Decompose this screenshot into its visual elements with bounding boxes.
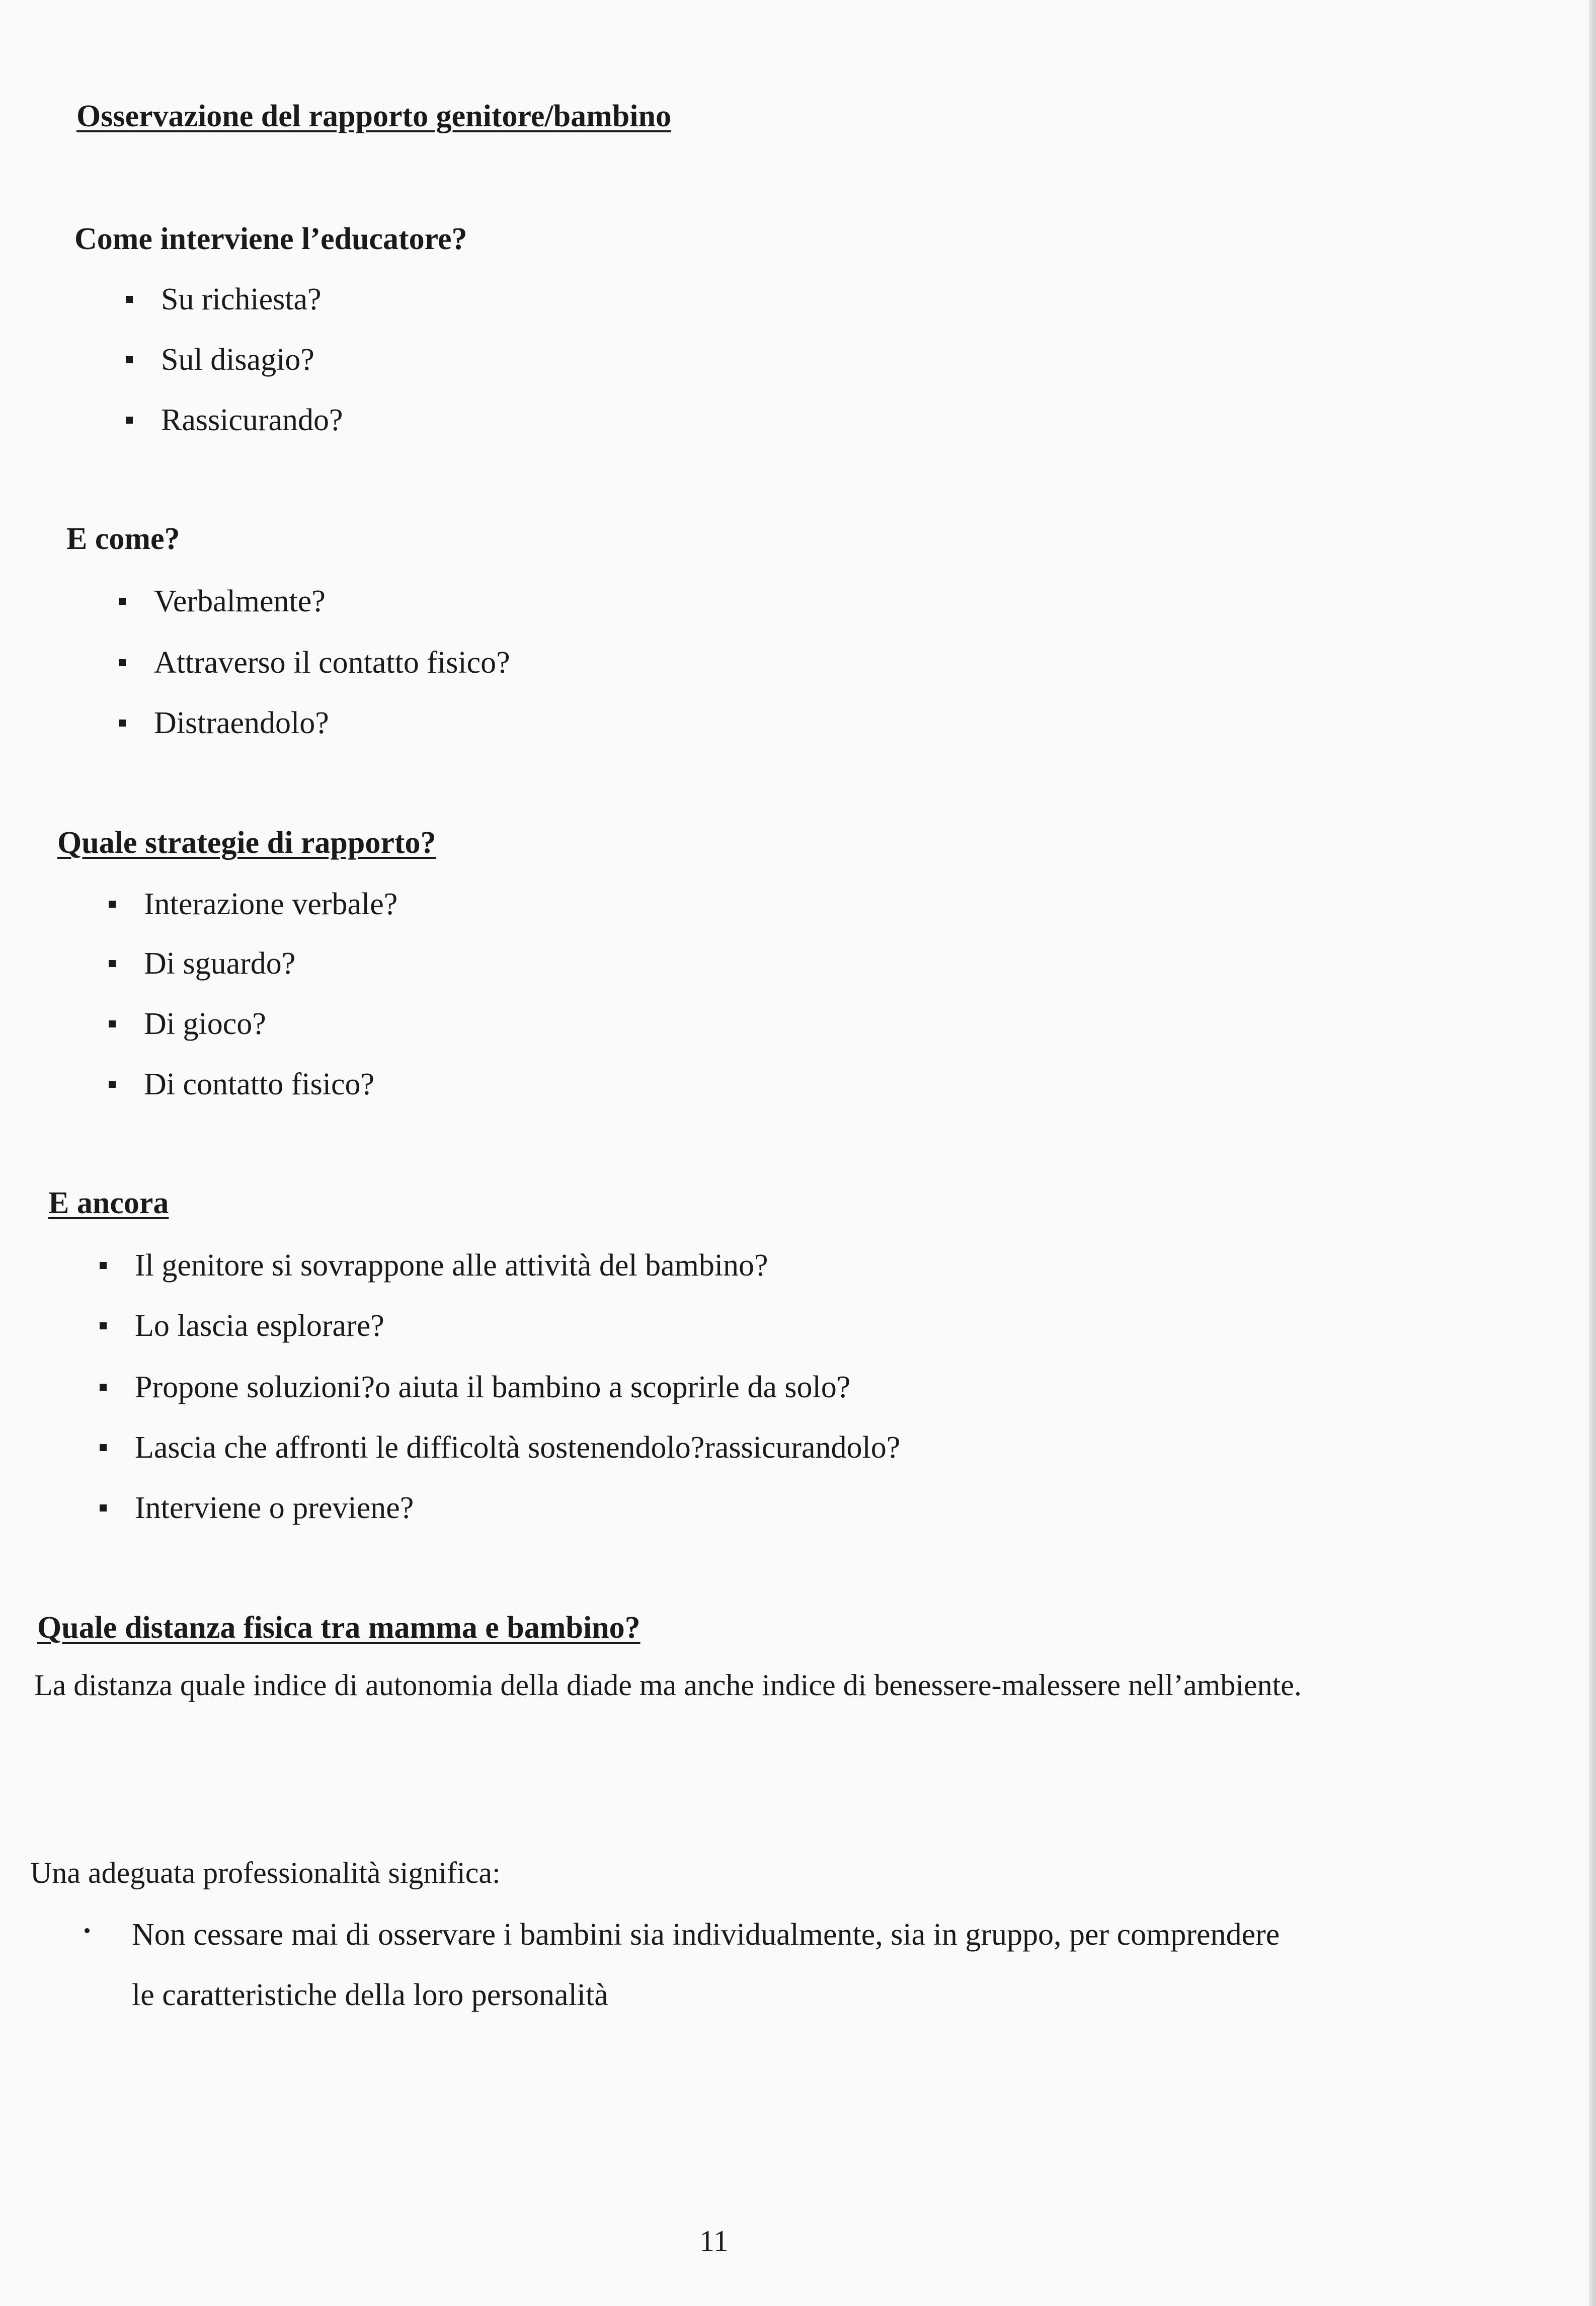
list-item: Rassicurando?	[126, 403, 343, 438]
square-bullet-icon	[109, 960, 116, 967]
list-item: Di contatto fisico?	[109, 1067, 374, 1102]
square-bullet-icon	[109, 901, 116, 908]
distance-paragraph: La distanza quale indice di autonomia della diade ma anche indice di benessere-malessere nell’ambiente.	[34, 1668, 1302, 1702]
section-title-e-ancora: E ancora	[48, 1186, 169, 1220]
page-number: 11	[699, 2224, 729, 2258]
section-title-strategies: Quale strategie di rapporto?	[57, 826, 436, 860]
question-how-intervenes: Come interviene l’educatore?	[74, 222, 467, 256]
list-item: Non cessare mai di osservare i bambini sia individualmente, sia in gruppo, per comprendere	[85, 1917, 1280, 1953]
list-item: Attraverso il contatto fisico?	[119, 645, 510, 681]
square-bullet-icon	[100, 1504, 107, 1512]
square-bullet-icon	[119, 598, 126, 605]
list-item: Di gioco?	[109, 1006, 266, 1042]
square-bullet-icon	[126, 296, 133, 303]
list-item: Lascia che affronti le difficoltà sostenendolo?rassicurandolo?	[100, 1430, 900, 1466]
list-item: Verbalmente?	[119, 584, 326, 619]
square-bullet-icon	[119, 720, 126, 727]
square-bullet-icon	[100, 1384, 107, 1391]
square-bullet-icon	[100, 1322, 107, 1329]
list-item: Su richiesta?	[126, 282, 322, 317]
list-item: Interviene o previene?	[100, 1490, 414, 1526]
square-bullet-icon	[100, 1444, 107, 1451]
list-item: Sul disagio?	[126, 342, 314, 378]
page-edge-shadow	[1589, 0, 1596, 2306]
square-bullet-icon	[100, 1262, 107, 1269]
square-bullet-icon	[109, 1081, 116, 1088]
list-item: Distraendolo?	[119, 705, 329, 741]
question-e-come: E come?	[66, 522, 180, 556]
section-title-distance: Quale distanza fisica tra mamma e bambino?	[37, 1611, 641, 1645]
dot-bullet-icon	[85, 1928, 90, 1933]
professionalism-intro: Una adeguata professionalità significa:	[30, 1856, 501, 1889]
square-bullet-icon	[119, 659, 126, 666]
list-item: Propone soluzioni?o aiuta il bambino a scoprirle da solo?	[100, 1370, 850, 1405]
list-item: Lo lascia esplorare?	[100, 1308, 384, 1344]
section-title-observation: Osservazione del rapporto genitore/bambino	[76, 99, 671, 133]
list-item-continuation: le caratteristiche della loro personalità	[132, 1978, 608, 2012]
square-bullet-icon	[126, 417, 133, 424]
list-item: Di sguardo?	[109, 946, 295, 982]
square-bullet-icon	[126, 356, 133, 363]
list-item: Interazione verbale?	[109, 887, 397, 922]
list-item: Il genitore si sovrappone alle attività del bambino?	[100, 1248, 768, 1284]
square-bullet-icon	[109, 1020, 116, 1027]
